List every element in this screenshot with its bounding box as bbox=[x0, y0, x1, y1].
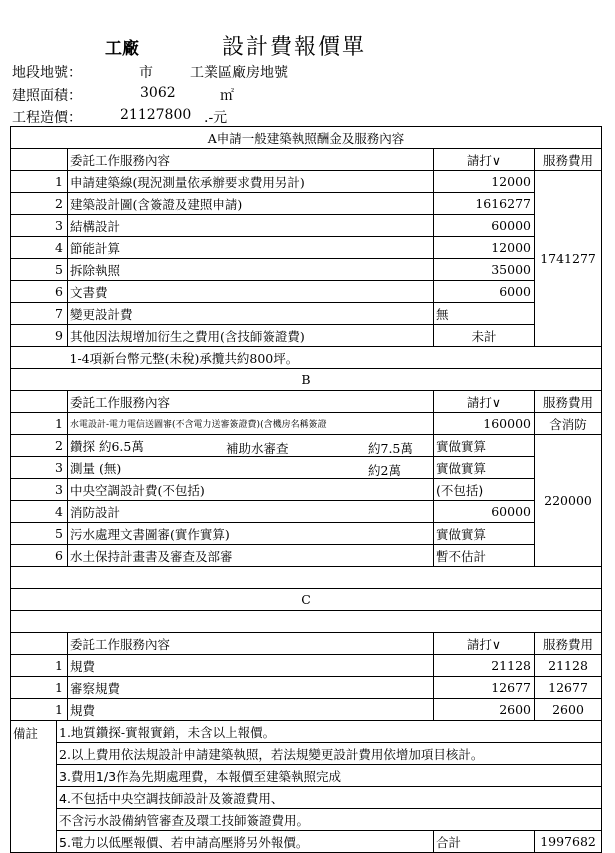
service-item-middle: 補助水審查 bbox=[226, 441, 289, 456]
section-a-note-row bbox=[11, 347, 602, 369]
request-value: 6000 bbox=[434, 281, 535, 303]
service-item-right: 約2萬 bbox=[368, 463, 401, 478]
remarks-label: 備註 bbox=[11, 721, 57, 853]
table-row bbox=[11, 479, 602, 501]
row-number: 3 bbox=[11, 479, 68, 501]
section-b-fee-total: 220000 bbox=[535, 435, 602, 567]
row-number: 2 bbox=[11, 193, 68, 215]
table-row bbox=[11, 215, 602, 237]
spacer-row bbox=[11, 567, 602, 589]
request-value: 12000 bbox=[434, 237, 535, 259]
document-title: 設計費報價單 bbox=[222, 35, 367, 60]
request-value: 21128 bbox=[434, 655, 535, 677]
company-name: 工廠 bbox=[105, 39, 139, 59]
table-row bbox=[11, 303, 602, 325]
section-b-col-fee: 服務費用 bbox=[535, 391, 602, 413]
request-value: 2600 bbox=[434, 699, 535, 721]
service-item: 污水處理文書圖審(實作實算) bbox=[68, 523, 434, 545]
section-b-title-row bbox=[11, 369, 602, 391]
request-value: (不包括) bbox=[434, 479, 535, 501]
row-number: 1 bbox=[11, 171, 68, 193]
fee-note: 含消防 bbox=[535, 413, 602, 435]
request-value: 實做實算 bbox=[434, 523, 535, 545]
section-a-title-row bbox=[11, 127, 602, 149]
section-c-col-item: 委託工作服務內容 bbox=[68, 633, 434, 655]
row-number: 1 bbox=[11, 677, 68, 699]
table-row bbox=[11, 435, 602, 457]
service-item: 水電設計-電力電信送圖審(不含電力送審簽證費)(含機房名稱簽證 bbox=[68, 413, 434, 435]
table-row bbox=[11, 545, 602, 567]
table-row bbox=[11, 699, 602, 721]
service-item: 文書費 bbox=[68, 281, 434, 303]
section-a-title: A申請一般建築執照酬金及服務內容 bbox=[11, 127, 602, 149]
land-city: 市 bbox=[139, 65, 153, 81]
area-value: 3062 bbox=[140, 85, 176, 101]
row-number: 4 bbox=[11, 501, 68, 523]
row-number: 6 bbox=[11, 281, 68, 303]
area-unit: ㎡ bbox=[220, 88, 234, 104]
service-item bbox=[68, 457, 434, 479]
service-item-left: 鑽探 約6.5萬 bbox=[70, 438, 144, 454]
table-row bbox=[11, 171, 602, 193]
section-c-header-row bbox=[11, 633, 602, 655]
table-row bbox=[11, 193, 602, 215]
service-item: 中央空調設計費(不包括) bbox=[68, 479, 434, 501]
table-row bbox=[11, 413, 602, 435]
table-row bbox=[11, 677, 602, 699]
row-number: 1 bbox=[11, 699, 68, 721]
table-row bbox=[11, 281, 602, 303]
remark-row bbox=[11, 721, 602, 743]
table-row bbox=[11, 237, 602, 259]
row-number: 6 bbox=[11, 545, 68, 567]
service-item: 消防設計 bbox=[68, 501, 434, 523]
remark-line: 3.費用1/3作為先期處理費，本報價至建築執照完成 bbox=[57, 765, 602, 787]
quote-table bbox=[10, 126, 602, 853]
row-number: 3 bbox=[11, 215, 68, 237]
remark-line: 不含污水設備納管審查及環工技師簽證費用。 bbox=[57, 809, 602, 831]
remark-line: 2.以上費用依法規設計申請建築執照，若法規變更設計費用依增加項目核計。 bbox=[57, 743, 602, 765]
table-row bbox=[11, 655, 602, 677]
row-number: 1 bbox=[11, 655, 68, 677]
service-item: 結構設計 bbox=[68, 215, 434, 237]
section-a-header-row bbox=[11, 149, 602, 171]
request-value: 實做實算 bbox=[434, 457, 535, 479]
table-row bbox=[11, 259, 602, 281]
row-number: 3 bbox=[11, 457, 68, 479]
section-a-note: 1-4項新台幣元整(未稅)承攬共約800坪。 bbox=[68, 347, 602, 369]
section-c-col-fee: 服務費用 bbox=[535, 633, 602, 655]
area-label: 建照面積： bbox=[12, 88, 82, 104]
service-item-right: 約7.5萬 bbox=[368, 441, 413, 456]
service-item: 節能計算 bbox=[68, 237, 434, 259]
remark-line: 1.地質鑽探-實報實銷，未含以上報價。 bbox=[57, 721, 602, 743]
service-item: 規費 bbox=[68, 655, 434, 677]
service-item: 水土保持計畫書及審查及部審 bbox=[68, 545, 434, 567]
remark-row bbox=[11, 831, 602, 853]
service-item: 建築設計圖(含簽證及建照申請) bbox=[68, 193, 434, 215]
row-number: 9 bbox=[11, 325, 68, 347]
request-value: 未計 bbox=[434, 325, 535, 347]
service-item: 變更設計費 bbox=[68, 303, 434, 325]
remark-line: 4.不包括中央空調技師設計及簽證費用、 bbox=[57, 787, 602, 809]
remark-row bbox=[11, 809, 602, 831]
request-value: 35000 bbox=[434, 259, 535, 281]
section-a-fee-total: 1741277 bbox=[535, 171, 602, 347]
table-row bbox=[11, 457, 602, 479]
row-number: 1 bbox=[11, 413, 68, 435]
request-value: 1616277 bbox=[434, 193, 535, 215]
row-number: 4 bbox=[11, 237, 68, 259]
service-item: 拆除執照 bbox=[68, 259, 434, 281]
land-label: 地段地號： bbox=[12, 65, 82, 81]
section-a-col-item: 委託工作服務內容 bbox=[68, 149, 434, 171]
remark-row bbox=[11, 765, 602, 787]
request-value: 60000 bbox=[434, 501, 535, 523]
service-item-left: 測量 (無) bbox=[70, 460, 122, 476]
row-number: 2 bbox=[11, 435, 68, 457]
total-label: 合計 bbox=[434, 831, 535, 853]
service-item: 規費 bbox=[68, 699, 434, 721]
service-fee: 21128 bbox=[535, 655, 602, 677]
request-value: 160000 bbox=[434, 413, 535, 435]
table-row bbox=[11, 501, 602, 523]
spacer-row bbox=[11, 611, 602, 633]
land-value: 工業區廠房地號 bbox=[190, 65, 288, 81]
cost-label: 工程造價： bbox=[12, 110, 82, 126]
section-c-title-row bbox=[11, 589, 602, 611]
section-c-col-request: 請打∨ bbox=[434, 633, 535, 655]
request-value: 實做實算 bbox=[434, 435, 535, 457]
total-value: 1997682 bbox=[535, 831, 602, 853]
cost-value: 21127800 bbox=[120, 107, 192, 123]
request-value: 12677 bbox=[434, 677, 535, 699]
row-number: 5 bbox=[11, 259, 68, 281]
service-item: 申請建築線(現況測量依承辦要求費用另計) bbox=[68, 171, 434, 193]
section-b-title: B bbox=[11, 369, 602, 391]
row-number: 7 bbox=[11, 303, 68, 325]
service-fee: 2600 bbox=[535, 699, 602, 721]
table-row bbox=[11, 325, 602, 347]
section-b-col-item: 委託工作服務內容 bbox=[68, 391, 434, 413]
row-number: 5 bbox=[11, 523, 68, 545]
table-row bbox=[11, 523, 602, 545]
section-a-col-request: 請打∨ bbox=[434, 149, 535, 171]
service-item bbox=[68, 435, 434, 457]
request-value: 60000 bbox=[434, 215, 535, 237]
request-value: 暫不估計 bbox=[434, 545, 535, 567]
service-item: 其他因法規增加衍生之費用(含技師簽證費) bbox=[68, 325, 434, 347]
remark-row bbox=[11, 787, 602, 809]
remark-row bbox=[11, 743, 602, 765]
cost-unit: .-元 bbox=[204, 110, 228, 126]
section-b-header-row bbox=[11, 391, 602, 413]
request-value: 無 bbox=[434, 303, 535, 325]
service-item: 審察規費 bbox=[68, 677, 434, 699]
section-c-title: C bbox=[11, 589, 602, 611]
section-a-col-fee: 服務費用 bbox=[535, 149, 602, 171]
request-value: 12000 bbox=[434, 171, 535, 193]
service-fee: 12677 bbox=[535, 677, 602, 699]
section-b-col-request: 請打∨ bbox=[434, 391, 535, 413]
remark-line: 5.電力以低壓報價、若申請高壓將另外報價。 bbox=[57, 831, 434, 853]
